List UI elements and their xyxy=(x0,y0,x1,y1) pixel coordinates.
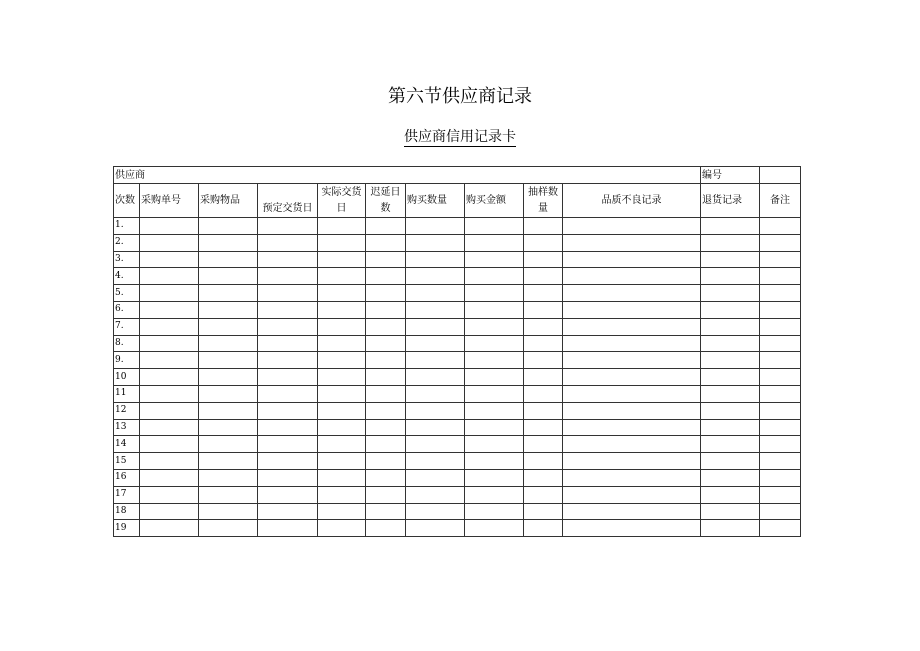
row-number: 13 xyxy=(114,419,140,436)
table-cell[interactable] xyxy=(140,251,199,268)
table-cell[interactable] xyxy=(524,218,563,235)
table-cell[interactable] xyxy=(199,285,258,302)
table-cell[interactable] xyxy=(406,251,465,268)
row-number: 10 xyxy=(114,369,140,386)
table-cell[interactable] xyxy=(140,436,199,453)
table-cell[interactable] xyxy=(140,335,199,352)
table-cell[interactable] xyxy=(406,352,465,369)
table-cell[interactable] xyxy=(524,453,563,470)
table-cell[interactable] xyxy=(760,251,801,268)
table-cell[interactable] xyxy=(140,520,199,537)
table-cell[interactable] xyxy=(318,419,366,436)
table-cell[interactable] xyxy=(701,520,760,537)
table-cell[interactable] xyxy=(465,402,524,419)
table-cell[interactable] xyxy=(701,419,760,436)
table-cell[interactable] xyxy=(318,369,366,386)
table-cell[interactable] xyxy=(258,419,318,436)
table-cell[interactable] xyxy=(701,285,760,302)
table-cell[interactable] xyxy=(366,268,406,285)
table-body xyxy=(114,167,801,537)
table-cell[interactable] xyxy=(366,301,406,318)
row-number: 19 xyxy=(114,520,140,537)
table-cell[interactable] xyxy=(563,453,701,470)
table-cell[interactable] xyxy=(199,218,258,235)
table-cell[interactable] xyxy=(140,419,199,436)
table-cell[interactable] xyxy=(563,218,701,235)
row-number: 15 xyxy=(114,453,140,470)
table-cell[interactable] xyxy=(701,436,760,453)
table-cell[interactable] xyxy=(140,486,199,503)
table-cell[interactable] xyxy=(760,352,801,369)
table-cell[interactable] xyxy=(406,318,465,335)
table-cell[interactable] xyxy=(258,469,318,486)
table-cell[interactable] xyxy=(760,301,801,318)
table-cell[interactable] xyxy=(199,251,258,268)
table-cell[interactable] xyxy=(199,402,258,419)
table-cell[interactable] xyxy=(318,318,366,335)
row-number: 8. xyxy=(114,335,140,352)
table-cell[interactable] xyxy=(701,369,760,386)
table-cell[interactable] xyxy=(366,436,406,453)
table-cell[interactable] xyxy=(465,503,524,520)
table-cell[interactable] xyxy=(701,301,760,318)
table-cell[interactable] xyxy=(760,503,801,520)
header-sample-qty: 抽样数量 xyxy=(524,184,563,218)
table-cell[interactable] xyxy=(524,234,563,251)
header-delay-days: 迟延日数 xyxy=(366,184,406,218)
table-cell[interactable] xyxy=(258,234,318,251)
table-cell[interactable] xyxy=(524,251,563,268)
table-cell[interactable] xyxy=(258,402,318,419)
table-cell[interactable] xyxy=(140,301,199,318)
table-row xyxy=(114,218,801,235)
table-row xyxy=(114,503,801,520)
table-cell[interactable] xyxy=(701,335,760,352)
header-order-no: 采购单号 xyxy=(140,184,199,218)
table-cell[interactable] xyxy=(366,503,406,520)
table-row xyxy=(114,251,801,268)
table-cell[interactable] xyxy=(465,419,524,436)
row-number: 16 xyxy=(114,469,140,486)
table-cell[interactable] xyxy=(140,352,199,369)
table-cell[interactable] xyxy=(366,486,406,503)
table-cell[interactable] xyxy=(199,385,258,402)
table-cell[interactable] xyxy=(366,318,406,335)
table-cell[interactable] xyxy=(760,369,801,386)
table-cell[interactable] xyxy=(199,503,258,520)
table-cell[interactable] xyxy=(258,436,318,453)
table-cell[interactable] xyxy=(760,486,801,503)
row-number: 9. xyxy=(114,352,140,369)
table-cell[interactable] xyxy=(465,318,524,335)
table-cell[interactable] xyxy=(563,335,701,352)
table-cell[interactable] xyxy=(318,486,366,503)
supplier-credit-table xyxy=(113,166,801,537)
table-cell[interactable] xyxy=(318,453,366,470)
table-cell[interactable] xyxy=(465,335,524,352)
table-cell[interactable] xyxy=(760,520,801,537)
table-cell[interactable] xyxy=(524,385,563,402)
table-cell[interactable] xyxy=(406,402,465,419)
table-cell[interactable] xyxy=(524,402,563,419)
table-row xyxy=(114,419,801,436)
table-cell[interactable] xyxy=(258,218,318,235)
table-cell[interactable] xyxy=(563,318,701,335)
table-cell[interactable] xyxy=(701,352,760,369)
table-cell[interactable] xyxy=(701,385,760,402)
table-cell[interactable] xyxy=(199,335,258,352)
table-cell[interactable] xyxy=(524,486,563,503)
table-cell[interactable] xyxy=(465,251,524,268)
table-cell[interactable] xyxy=(366,218,406,235)
table-cell[interactable] xyxy=(524,436,563,453)
table-cell[interactable] xyxy=(406,268,465,285)
table-cell[interactable] xyxy=(465,486,524,503)
table-row xyxy=(114,385,801,402)
table-cell[interactable] xyxy=(140,218,199,235)
table-cell[interactable] xyxy=(524,352,563,369)
row-number: 3. xyxy=(114,251,140,268)
table-row xyxy=(114,301,801,318)
table-cell[interactable] xyxy=(760,218,801,235)
table-cell[interactable] xyxy=(366,402,406,419)
table-cell[interactable] xyxy=(701,251,760,268)
table-cell[interactable] xyxy=(760,285,801,302)
table-cell[interactable] xyxy=(760,453,801,470)
table-cell[interactable] xyxy=(258,352,318,369)
table-cell[interactable] xyxy=(563,251,701,268)
table-cell[interactable] xyxy=(701,318,760,335)
header-planned-date: 预定交货日 xyxy=(258,184,318,218)
table-cell[interactable] xyxy=(199,234,258,251)
table-cell[interactable] xyxy=(563,486,701,503)
table-cell[interactable] xyxy=(563,352,701,369)
table-cell[interactable] xyxy=(258,453,318,470)
table-cell[interactable] xyxy=(199,268,258,285)
table-cell[interactable] xyxy=(760,318,801,335)
supplier-label: 供应商 xyxy=(114,167,701,184)
table-cell[interactable] xyxy=(563,301,701,318)
header-quality-record: 品质不良记录 xyxy=(563,184,701,218)
table-cell[interactable] xyxy=(140,469,199,486)
table-cell[interactable] xyxy=(258,369,318,386)
table-cell[interactable] xyxy=(199,369,258,386)
table-cell[interactable] xyxy=(563,469,701,486)
table-cell[interactable] xyxy=(366,369,406,386)
table-row xyxy=(114,453,801,470)
table-cell[interactable] xyxy=(199,453,258,470)
table-row xyxy=(114,520,801,537)
table-cell[interactable] xyxy=(318,503,366,520)
table-cell[interactable] xyxy=(465,218,524,235)
table-cell[interactable] xyxy=(366,251,406,268)
table-cell[interactable] xyxy=(140,268,199,285)
table-cell[interactable] xyxy=(258,318,318,335)
table-cell[interactable] xyxy=(318,268,366,285)
table-cell[interactable] xyxy=(563,520,701,537)
table-cell[interactable] xyxy=(199,352,258,369)
table-row xyxy=(114,436,801,453)
table-cell[interactable] xyxy=(465,285,524,302)
table-cell[interactable] xyxy=(701,234,760,251)
table-cell[interactable] xyxy=(406,453,465,470)
row-number: 2. xyxy=(114,234,140,251)
table-cell[interactable] xyxy=(760,268,801,285)
table-cell[interactable] xyxy=(318,301,366,318)
table-cell[interactable] xyxy=(406,469,465,486)
table-cell[interactable] xyxy=(701,486,760,503)
table-cell[interactable] xyxy=(524,369,563,386)
table-cell[interactable] xyxy=(465,436,524,453)
row-number: 5. xyxy=(114,285,140,302)
table-row xyxy=(114,234,801,251)
table-row xyxy=(114,486,801,503)
table-cell[interactable] xyxy=(318,436,366,453)
table-cell[interactable] xyxy=(465,268,524,285)
table-cell[interactable] xyxy=(366,335,406,352)
table-cell[interactable] xyxy=(366,469,406,486)
row-number: 1. xyxy=(114,218,140,235)
table-cell[interactable] xyxy=(366,520,406,537)
table-cell[interactable] xyxy=(524,335,563,352)
table-cell[interactable] xyxy=(563,369,701,386)
table-cell[interactable] xyxy=(258,301,318,318)
table-cell[interactable] xyxy=(701,469,760,486)
table-cell[interactable] xyxy=(406,486,465,503)
table-cell[interactable] xyxy=(366,419,406,436)
table-cell[interactable] xyxy=(366,352,406,369)
table-cell[interactable] xyxy=(366,385,406,402)
card-title xyxy=(0,128,920,146)
table-cell[interactable] xyxy=(366,285,406,302)
code-value[interactable] xyxy=(760,167,801,184)
row-number: 11 xyxy=(114,385,140,402)
table-cell[interactable] xyxy=(258,285,318,302)
table-cell[interactable] xyxy=(318,251,366,268)
table-cell[interactable] xyxy=(701,503,760,520)
table-cell[interactable] xyxy=(366,453,406,470)
table-cell[interactable] xyxy=(563,268,701,285)
table-cell[interactable] xyxy=(366,234,406,251)
header-remarks: 备注 xyxy=(760,184,801,218)
table-cell[interactable] xyxy=(318,335,366,352)
table-cell[interactable] xyxy=(563,385,701,402)
table-cell[interactable] xyxy=(406,234,465,251)
table-cell[interactable] xyxy=(465,352,524,369)
table-row xyxy=(114,335,801,352)
page-title: 第六节供应商记录 xyxy=(388,86,532,107)
table-cell[interactable] xyxy=(465,234,524,251)
table-cell[interactable] xyxy=(563,419,701,436)
table-cell[interactable] xyxy=(140,369,199,386)
table-cell[interactable] xyxy=(258,385,318,402)
table-cell[interactable] xyxy=(406,285,465,302)
card-title-text: 供应商信用记录卡 xyxy=(404,129,516,145)
table-cell[interactable] xyxy=(199,301,258,318)
table-row xyxy=(114,352,801,369)
table-cell[interactable] xyxy=(406,419,465,436)
table-cell[interactable] xyxy=(465,369,524,386)
table-cell[interactable] xyxy=(563,436,701,453)
table-cell[interactable] xyxy=(760,234,801,251)
table-cell[interactable] xyxy=(760,436,801,453)
table-cell[interactable] xyxy=(524,285,563,302)
table-cell[interactable] xyxy=(318,402,366,419)
table-cell[interactable] xyxy=(760,402,801,419)
row-number: 6. xyxy=(114,301,140,318)
table-cell[interactable] xyxy=(701,218,760,235)
table-cell[interactable] xyxy=(318,469,366,486)
table-cell[interactable] xyxy=(199,419,258,436)
row-number: 17 xyxy=(114,486,140,503)
table-cell[interactable] xyxy=(701,402,760,419)
table-row xyxy=(114,402,801,419)
table-cell[interactable] xyxy=(406,218,465,235)
table-cell[interactable] xyxy=(563,285,701,302)
table-cell[interactable] xyxy=(258,335,318,352)
table-cell[interactable] xyxy=(406,369,465,386)
table-cell[interactable] xyxy=(140,318,199,335)
table-cell[interactable] xyxy=(524,318,563,335)
table-cell[interactable] xyxy=(199,520,258,537)
table-cell[interactable] xyxy=(524,419,563,436)
table-row xyxy=(114,285,801,302)
table-cell[interactable] xyxy=(140,385,199,402)
table-cell[interactable] xyxy=(563,503,701,520)
table-cell[interactable] xyxy=(524,469,563,486)
table-cell[interactable] xyxy=(524,301,563,318)
table-cell[interactable] xyxy=(465,453,524,470)
code-label: 编号 xyxy=(701,167,760,184)
table-cell[interactable] xyxy=(318,218,366,235)
table-cell[interactable] xyxy=(199,318,258,335)
table-cell[interactable] xyxy=(258,503,318,520)
table-cell[interactable] xyxy=(140,503,199,520)
table-cell[interactable] xyxy=(406,301,465,318)
header-amount: 购买金额 xyxy=(465,184,524,218)
table-cell[interactable] xyxy=(406,436,465,453)
header-item: 采购物品 xyxy=(199,184,258,218)
row-number: 14 xyxy=(114,436,140,453)
table-cell[interactable] xyxy=(318,520,366,537)
header-actual-date: 实际交货日 xyxy=(318,184,366,218)
table-cell[interactable] xyxy=(701,453,760,470)
table-cell[interactable] xyxy=(465,301,524,318)
header-quantity: 购买数量 xyxy=(406,184,465,218)
table-row xyxy=(114,469,801,486)
row-number: 18 xyxy=(114,503,140,520)
header-row xyxy=(114,184,801,218)
info-row xyxy=(114,167,801,184)
table-cell[interactable] xyxy=(524,520,563,537)
table-cell[interactable] xyxy=(465,520,524,537)
table-cell[interactable] xyxy=(258,268,318,285)
table-cell[interactable] xyxy=(524,268,563,285)
row-number: 7. xyxy=(114,318,140,335)
table-cell[interactable] xyxy=(140,234,199,251)
table-cell[interactable] xyxy=(199,486,258,503)
table-cell[interactable] xyxy=(140,402,199,419)
header-count: 次数 xyxy=(114,184,140,218)
table-cell[interactable] xyxy=(524,503,563,520)
row-number: 4. xyxy=(114,268,140,285)
table-cell[interactable] xyxy=(406,335,465,352)
table-cell[interactable] xyxy=(563,234,701,251)
table-cell[interactable] xyxy=(258,520,318,537)
table-cell[interactable] xyxy=(760,419,801,436)
table-cell[interactable] xyxy=(318,352,366,369)
table-cell[interactable] xyxy=(406,385,465,402)
header-return-record: 退货记录 xyxy=(701,184,760,218)
table-cell[interactable] xyxy=(760,385,801,402)
table-cell[interactable] xyxy=(701,268,760,285)
table-cell[interactable] xyxy=(465,385,524,402)
row-number: 12 xyxy=(114,402,140,419)
table-cell[interactable] xyxy=(258,486,318,503)
table-cell[interactable] xyxy=(140,285,199,302)
table-row xyxy=(114,318,801,335)
table-row xyxy=(114,268,801,285)
table-cell[interactable] xyxy=(140,453,199,470)
table-cell[interactable] xyxy=(406,520,465,537)
table-cell[interactable] xyxy=(406,503,465,520)
table-row xyxy=(114,369,801,386)
table-cell[interactable] xyxy=(318,385,366,402)
table-cell[interactable] xyxy=(199,469,258,486)
table-cell[interactable] xyxy=(465,469,524,486)
table-cell[interactable] xyxy=(760,335,801,352)
table-cell[interactable] xyxy=(318,285,366,302)
table-cell[interactable] xyxy=(318,234,366,251)
table-cell[interactable] xyxy=(563,402,701,419)
table-cell[interactable] xyxy=(760,469,801,486)
table-cell[interactable] xyxy=(199,436,258,453)
table-cell[interactable] xyxy=(258,251,318,268)
